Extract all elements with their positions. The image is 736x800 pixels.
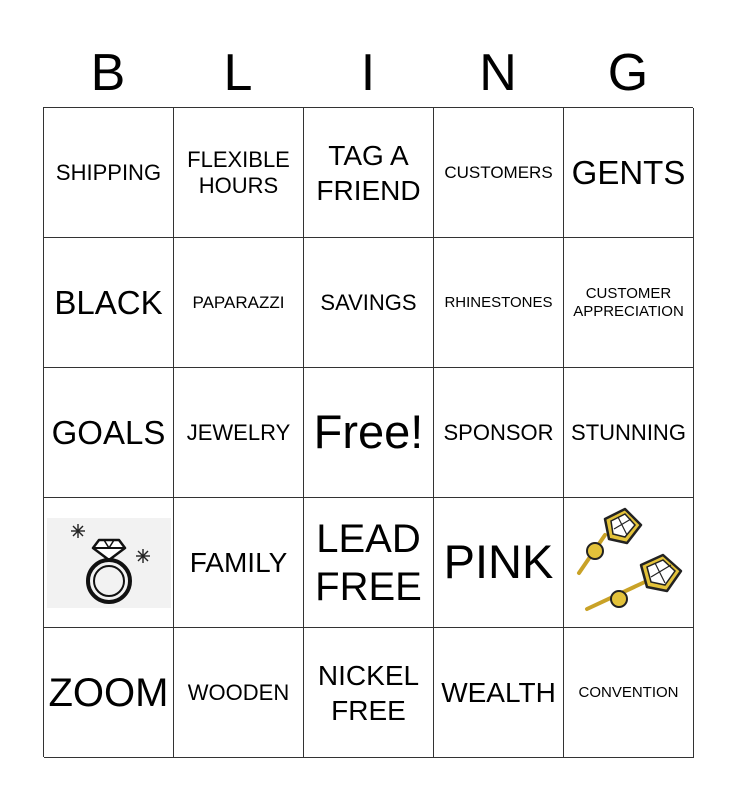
- diamond-ring-icon: [47, 518, 171, 608]
- bingo-cell[interactable]: [304, 238, 434, 368]
- cell-text: RHINESTONES: [444, 293, 553, 311]
- earring-icon: [587, 555, 681, 609]
- free-space[interactable]: [304, 368, 434, 498]
- header-letter-l: L: [223, 44, 253, 102]
- cell-text: ZOOM: [48, 670, 169, 715]
- cell-text: PINK: [443, 535, 554, 589]
- bingo-cell[interactable]: [174, 108, 304, 238]
- bingo-cell[interactable]: [564, 368, 694, 498]
- bingo-cell[interactable]: [174, 628, 304, 758]
- bingo-cell[interactable]: [304, 628, 434, 758]
- cell-text: FAMILY: [189, 547, 288, 578]
- cell-text: CUSTOMER APPRECIATION: [573, 285, 684, 320]
- cell-text: BLACK: [54, 283, 163, 321]
- bingo-cell[interactable]: [434, 368, 564, 498]
- cell-text: CUSTOMERS: [444, 162, 553, 182]
- bingo-cell[interactable]: [434, 628, 564, 758]
- cell-text: JEWELRY: [186, 419, 291, 445]
- ring-image: [47, 518, 171, 608]
- bingo-board: [43, 107, 693, 757]
- cell-text: STUNNING: [571, 419, 686, 445]
- cell-text: FLEXIBLE HOURS: [187, 147, 290, 198]
- header-letter-n: N: [479, 44, 517, 102]
- cell-text: NICKEL FREE: [317, 659, 420, 726]
- cell-text: GENTS: [571, 153, 686, 191]
- bingo-cell[interactable]: [174, 498, 304, 628]
- stud-earrings-icon: [565, 499, 693, 627]
- bingo-cell[interactable]: [564, 628, 694, 758]
- cell-text: LEAD FREE: [315, 516, 422, 609]
- header-letter-b: B: [90, 44, 126, 102]
- bingo-cell[interactable]: [304, 498, 434, 628]
- bingo-cell[interactable]: [44, 108, 174, 238]
- cell-text: WEALTH: [441, 677, 556, 708]
- bingo-cell[interactable]: [304, 108, 434, 238]
- bingo-cell[interactable]: [174, 368, 304, 498]
- bingo-cell[interactable]: [434, 498, 564, 628]
- bingo-cell-image[interactable]: [44, 498, 174, 628]
- cell-text: SHIPPING: [55, 159, 162, 185]
- cell-text: GOALS: [51, 413, 166, 451]
- bingo-header: [43, 40, 693, 106]
- earring-icon: [579, 509, 641, 573]
- sparkle-icon: [71, 524, 85, 538]
- cell-text: SPONSOR: [443, 419, 554, 445]
- bingo-cell[interactable]: [434, 238, 564, 368]
- cell-text: PAPARAZZI: [192, 292, 285, 312]
- cell-text: TAG A FRIEND: [316, 139, 421, 206]
- cell-text: CONVENTION: [578, 683, 679, 701]
- header-letter-g: G: [607, 44, 649, 102]
- bingo-cell-image[interactable]: [564, 498, 694, 628]
- bingo-cell[interactable]: [44, 368, 174, 498]
- bingo-cell[interactable]: [44, 238, 174, 368]
- header-letter-i: I: [360, 44, 376, 102]
- bingo-cell[interactable]: [44, 628, 174, 758]
- sparkle-icon: [136, 549, 150, 563]
- bingo-cell[interactable]: [434, 108, 564, 238]
- free-space-text: Free!: [313, 405, 424, 459]
- cell-text: SAVINGS: [320, 289, 417, 315]
- cell-text: WOODEN: [187, 679, 290, 705]
- bingo-cell[interactable]: [564, 238, 694, 368]
- bingo-cell[interactable]: [174, 238, 304, 368]
- bingo-cell[interactable]: [564, 108, 694, 238]
